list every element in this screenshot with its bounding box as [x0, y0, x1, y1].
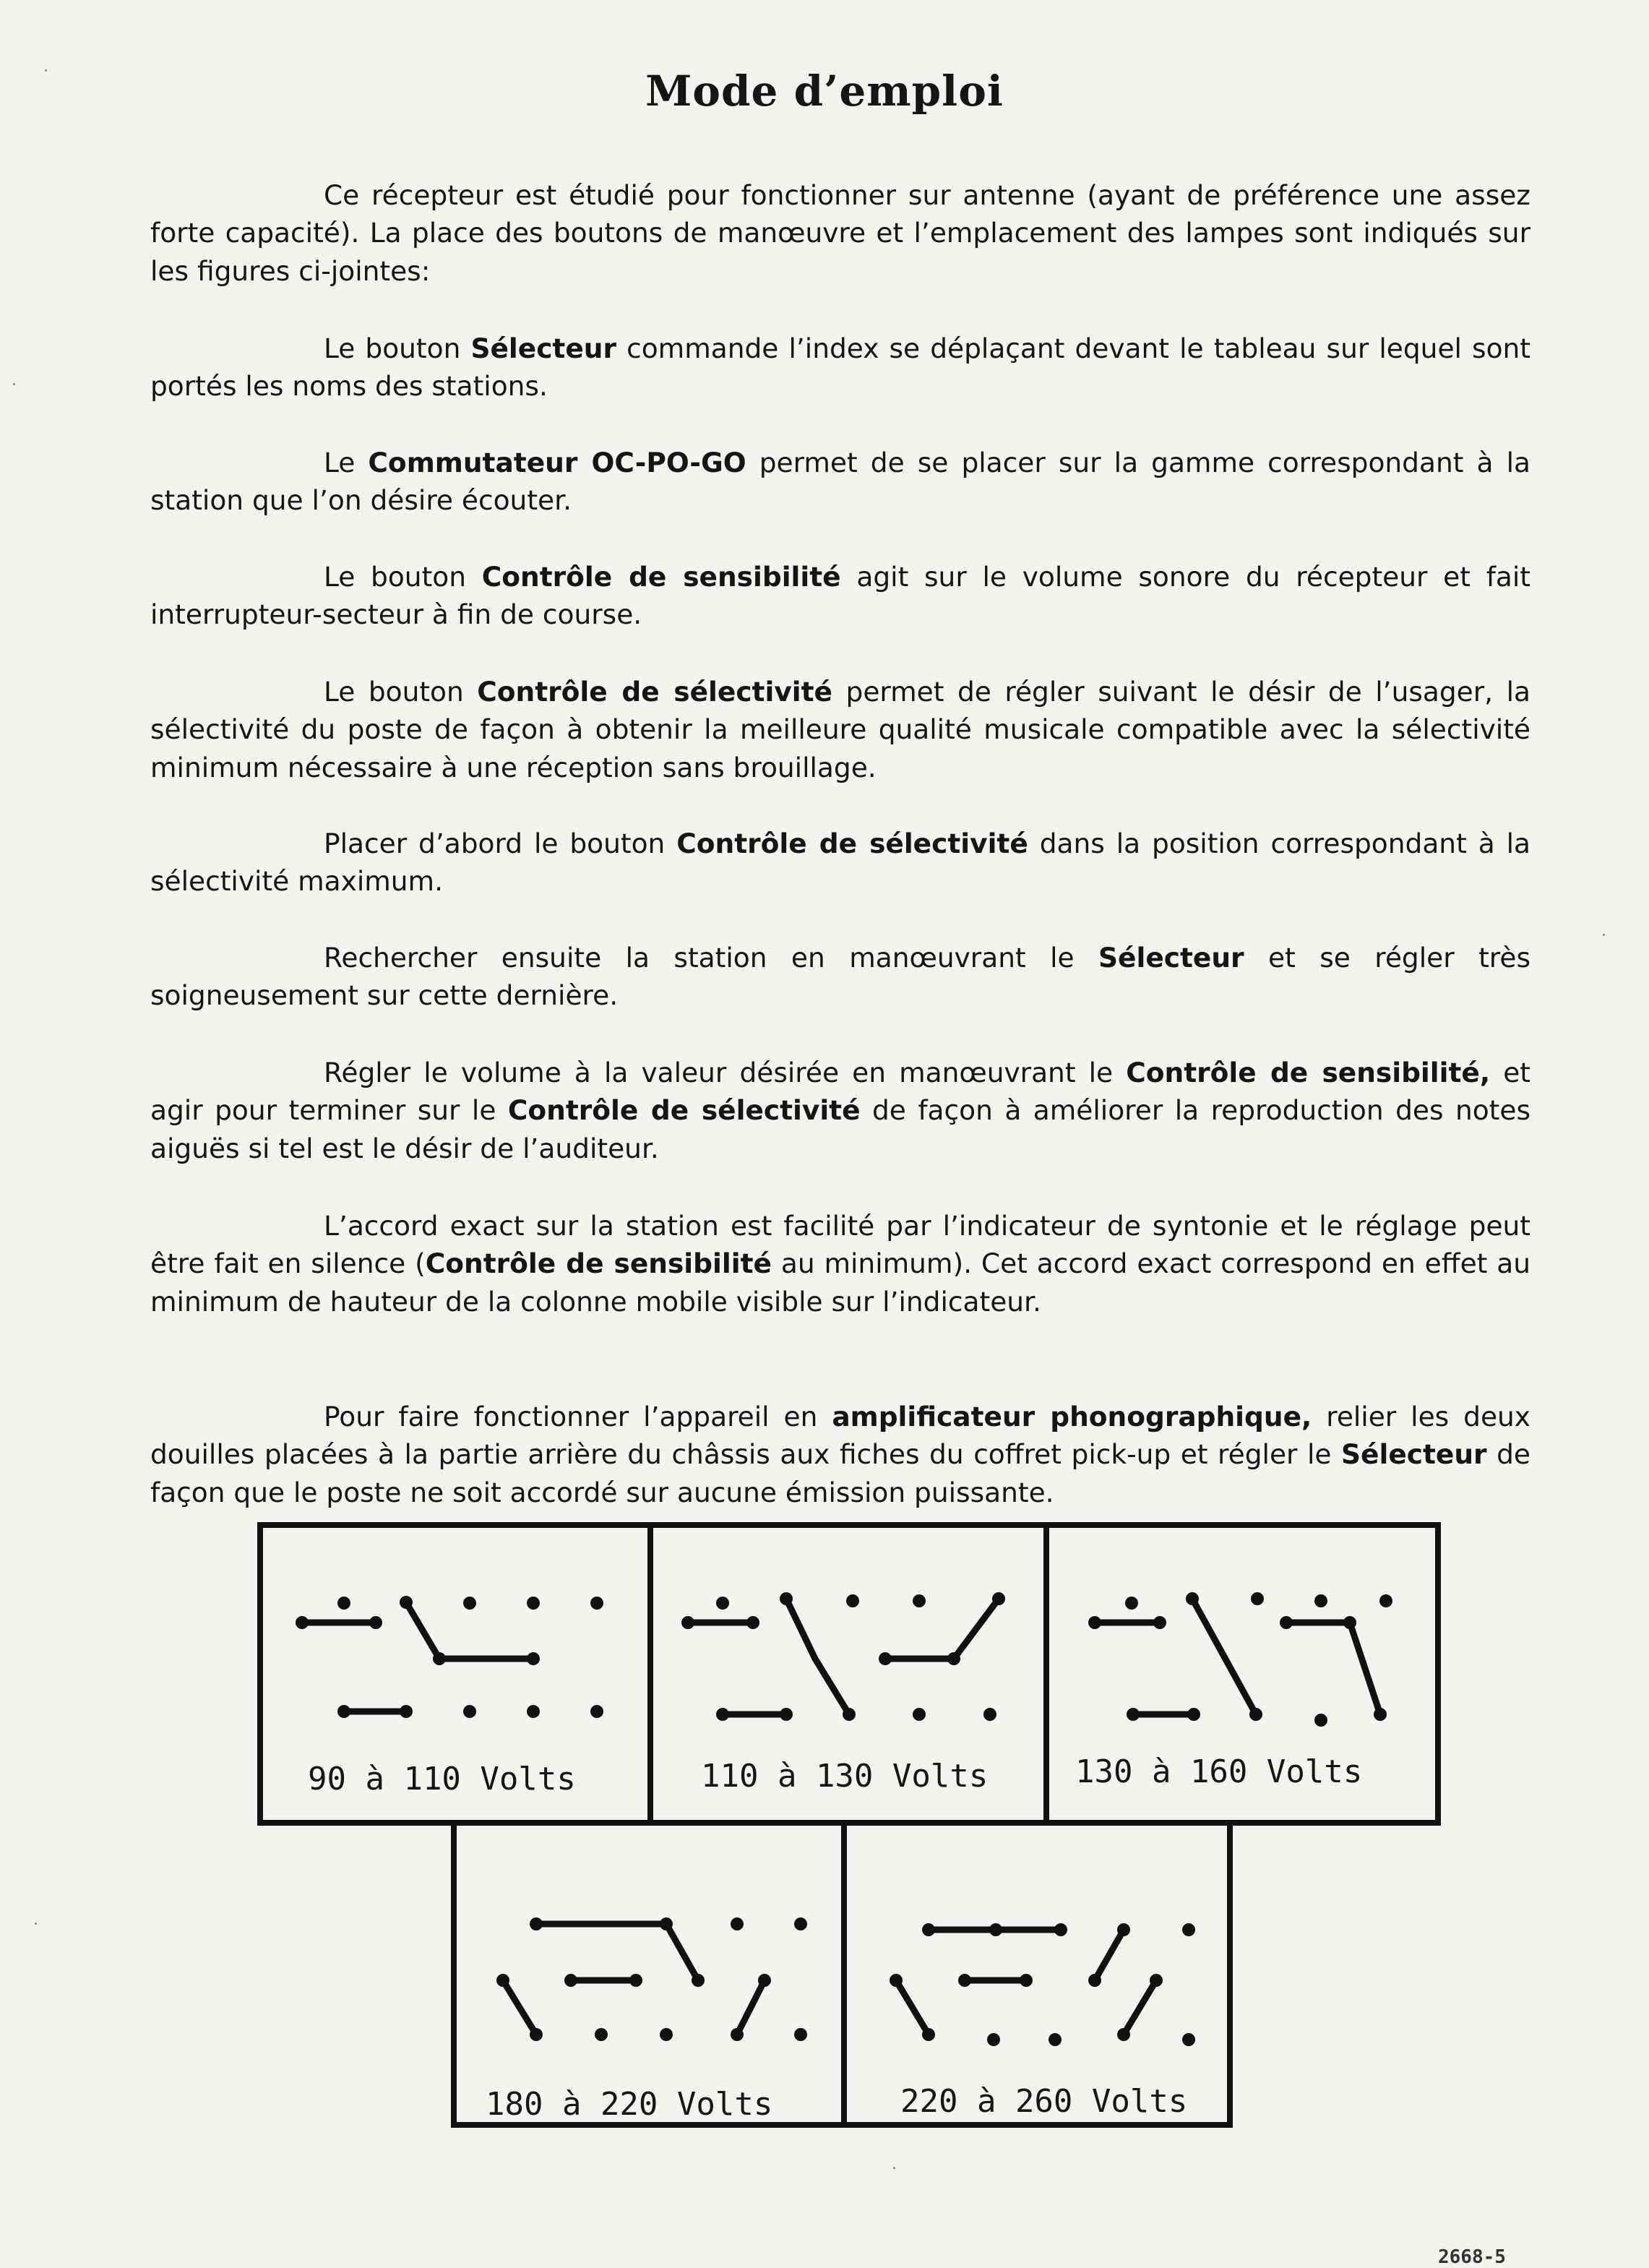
terminal-pin [1020, 1974, 1033, 1987]
terminal-pin [922, 2028, 935, 2041]
terminal-pin [983, 1708, 996, 1721]
scan-speck [45, 69, 47, 72]
terminal-pin [987, 2033, 1000, 2046]
terminal-pin [716, 1708, 729, 1721]
terminal-pin [400, 1596, 413, 1609]
terminal-pin [1088, 1974, 1101, 1987]
terminal-pin [989, 1923, 1002, 1936]
scan-speck [35, 1923, 37, 1925]
scan-speck [893, 2167, 895, 2169]
terminal-pin [369, 1616, 382, 1629]
terminal-pin [629, 1974, 642, 1987]
paragraph: Pour faire fonctionner l’appareil en amplificateur phonographique, relier les deux douilles placées à la partie arrière du châssis aux fiches du coffret pick-up et régler le Sélecteur de façon que le poste ne soit accordé sur aucune émission puissante. [150, 1400, 1530, 1508]
wiring-diagram-130-160 [1075, 1592, 1392, 1790]
terminal-pin [716, 1597, 729, 1610]
voltage-label: 130 à 160 Volts [1075, 1753, 1363, 1790]
paragraph: Placer d’abord le bouton Contrôle de sélectivité dans la position correspondant à la sélectivité maximum. [150, 827, 1530, 897]
voltage-label: 110 à 130 Volts [701, 1758, 989, 1795]
terminal-pin [758, 1974, 771, 1987]
terminal-pin [1314, 1714, 1327, 1727]
terminal-pin [780, 1708, 793, 1721]
terminal-pin [794, 2028, 807, 2041]
paragraph: Le Commutateur OC-PO-GO permet de se placer sur la gamme correspondant à la station que l’on désire écouter. [150, 446, 1530, 516]
terminal-pin [1049, 2033, 1062, 2046]
terminal-pin [527, 1597, 540, 1610]
terminal-pin [1054, 1923, 1067, 1936]
terminal-pin [1314, 1594, 1327, 1607]
page-title: Mode d’emploi [645, 66, 1004, 116]
terminal-pin [1117, 2028, 1130, 2041]
terminal-pin [590, 1705, 603, 1718]
terminal-pin [564, 1974, 577, 1987]
voltage-label: 90 à 110 Volts [308, 1761, 576, 1797]
page-reference-number: 2668-5 [1438, 2246, 1506, 2268]
terminal-pin [530, 1917, 543, 1930]
terminal-pin [1182, 1923, 1195, 1936]
terminal-pin [947, 1652, 960, 1665]
terminal-pin [992, 1592, 1005, 1605]
jumper-wire [1192, 1599, 1256, 1714]
paragraph: Le bouton Sélecteur commande l’index se déplaçant devant le tableau sur lequel sont portés les noms des stations. [150, 332, 1530, 402]
terminal-pin [337, 1597, 350, 1610]
wiring-diagram-180-220 [486, 1917, 807, 2123]
terminal-pin [1280, 1616, 1293, 1629]
terminal-pin [1150, 1974, 1163, 1987]
terminal-pin [433, 1652, 446, 1665]
terminal-pin [1186, 1592, 1199, 1605]
terminal-pin [296, 1616, 309, 1629]
terminal-pin [1088, 1616, 1101, 1629]
terminal-pin [692, 1974, 705, 1987]
terminal-pin [1187, 1708, 1200, 1721]
terminal-pin [922, 1923, 935, 1936]
terminal-pin [731, 1917, 744, 1930]
terminal-pin [1343, 1616, 1356, 1629]
jumper-wire [1095, 1930, 1124, 1980]
paragraph: L’accord exact sur la station est facilité par l’indicateur de syntonie et le réglage peut être fait en silence (Contrôle de sensibilité au minimum). Cet accord exact correspond en effet au minimum de hauteur de la colonne mobile visible sur l’indicateur. [150, 1209, 1531, 1318]
terminal-pin [660, 2028, 673, 2041]
terminal-pin [913, 1708, 926, 1721]
terminal-pin [337, 1705, 350, 1718]
jumper-wire [503, 1980, 536, 2035]
jumper-wire [954, 1599, 999, 1659]
jumper-wire [406, 1602, 439, 1659]
scan-speck [13, 383, 15, 385]
voltage-label: 180 à 220 Volts [486, 2086, 773, 2123]
terminal-pin [843, 1708, 856, 1721]
paragraph: Ce récepteur est étudié pour fonctionner sur antenne (ayant de préférence une assez forte capacité). La place des boutons de manœuvre et l’emplacement des lampes sont indiqués sur les figures ci-jointes: [150, 179, 1530, 287]
terminal-pin [746, 1616, 759, 1629]
terminal-pin [913, 1594, 926, 1607]
terminal-pin [681, 1616, 694, 1629]
terminal-pin [660, 1917, 673, 1930]
jumper-wire [737, 1980, 765, 2035]
terminal-pin [1182, 2033, 1195, 2046]
terminal-pin [879, 1652, 892, 1665]
terminal-pin [1153, 1616, 1166, 1629]
terminal-pin [463, 1705, 476, 1718]
terminal-pin [463, 1597, 476, 1610]
terminal-pin [1251, 1592, 1264, 1605]
jumper-wire [1350, 1623, 1380, 1714]
terminal-pin [958, 1974, 971, 1987]
wiring-diagram-110-130 [681, 1592, 1005, 1795]
terminal-pin [527, 1652, 540, 1665]
terminal-pin [1249, 1708, 1262, 1721]
terminal-pin [496, 1974, 509, 1987]
terminal-pin [527, 1705, 540, 1718]
terminal-pin [1379, 1594, 1392, 1607]
paragraph: Le bouton Contrôle de sélectivité permet de régler suivant le désir de l’usager, la sélectivité du poste de façon à obtenir la meilleure qualité musicale compatible avec la sélectivité minimum nécessaire à une réception sans brouillage. [150, 675, 1531, 783]
terminal-pin [780, 1592, 793, 1605]
voltage-label: 220 à 260 Volts [900, 2083, 1188, 2120]
paragraph: Le bouton Contrôle de sensibilité agit sur le volume sonore du récepteur et fait interrupteur-secteur à fin de course. [150, 560, 1530, 630]
terminal-pin [1127, 1708, 1140, 1721]
terminal-pin [400, 1705, 413, 1718]
wiring-diagram-90-110 [296, 1596, 603, 1797]
terminal-pin [731, 2028, 744, 2041]
terminal-pin [530, 2028, 543, 2041]
terminal-pin [1125, 1597, 1138, 1610]
terminal-pin [595, 2028, 608, 2041]
terminal-pin [1374, 1708, 1387, 1721]
jumper-wire [666, 1924, 698, 1980]
jumper-wire [815, 1659, 849, 1714]
jumper-wire [786, 1599, 815, 1659]
terminal-pin [1117, 1923, 1130, 1936]
terminal-pin [846, 1594, 859, 1607]
scan-speck [1603, 934, 1605, 936]
paragraph: Rechercher ensuite la station en manœuvrant le Sélecteur et se régler très soigneusement sur cette dernière. [150, 941, 1530, 1011]
jumper-wire [896, 1980, 929, 2035]
wiring-diagram-220-260 [890, 1923, 1195, 2120]
terminal-pin [890, 1974, 903, 1987]
paragraph: Régler le volume à la valeur désirée en manœuvrant le Contrôle de sensibilité, et agir pour terminer sur le Contrôle de sélectivité de façon à améliorer la reproduction des notes aiguës si tel est le désir de l’auditeur. [150, 1056, 1530, 1164]
terminal-pin [590, 1597, 603, 1610]
jumper-wire [1124, 1980, 1156, 2035]
terminal-pin [794, 1917, 807, 1930]
